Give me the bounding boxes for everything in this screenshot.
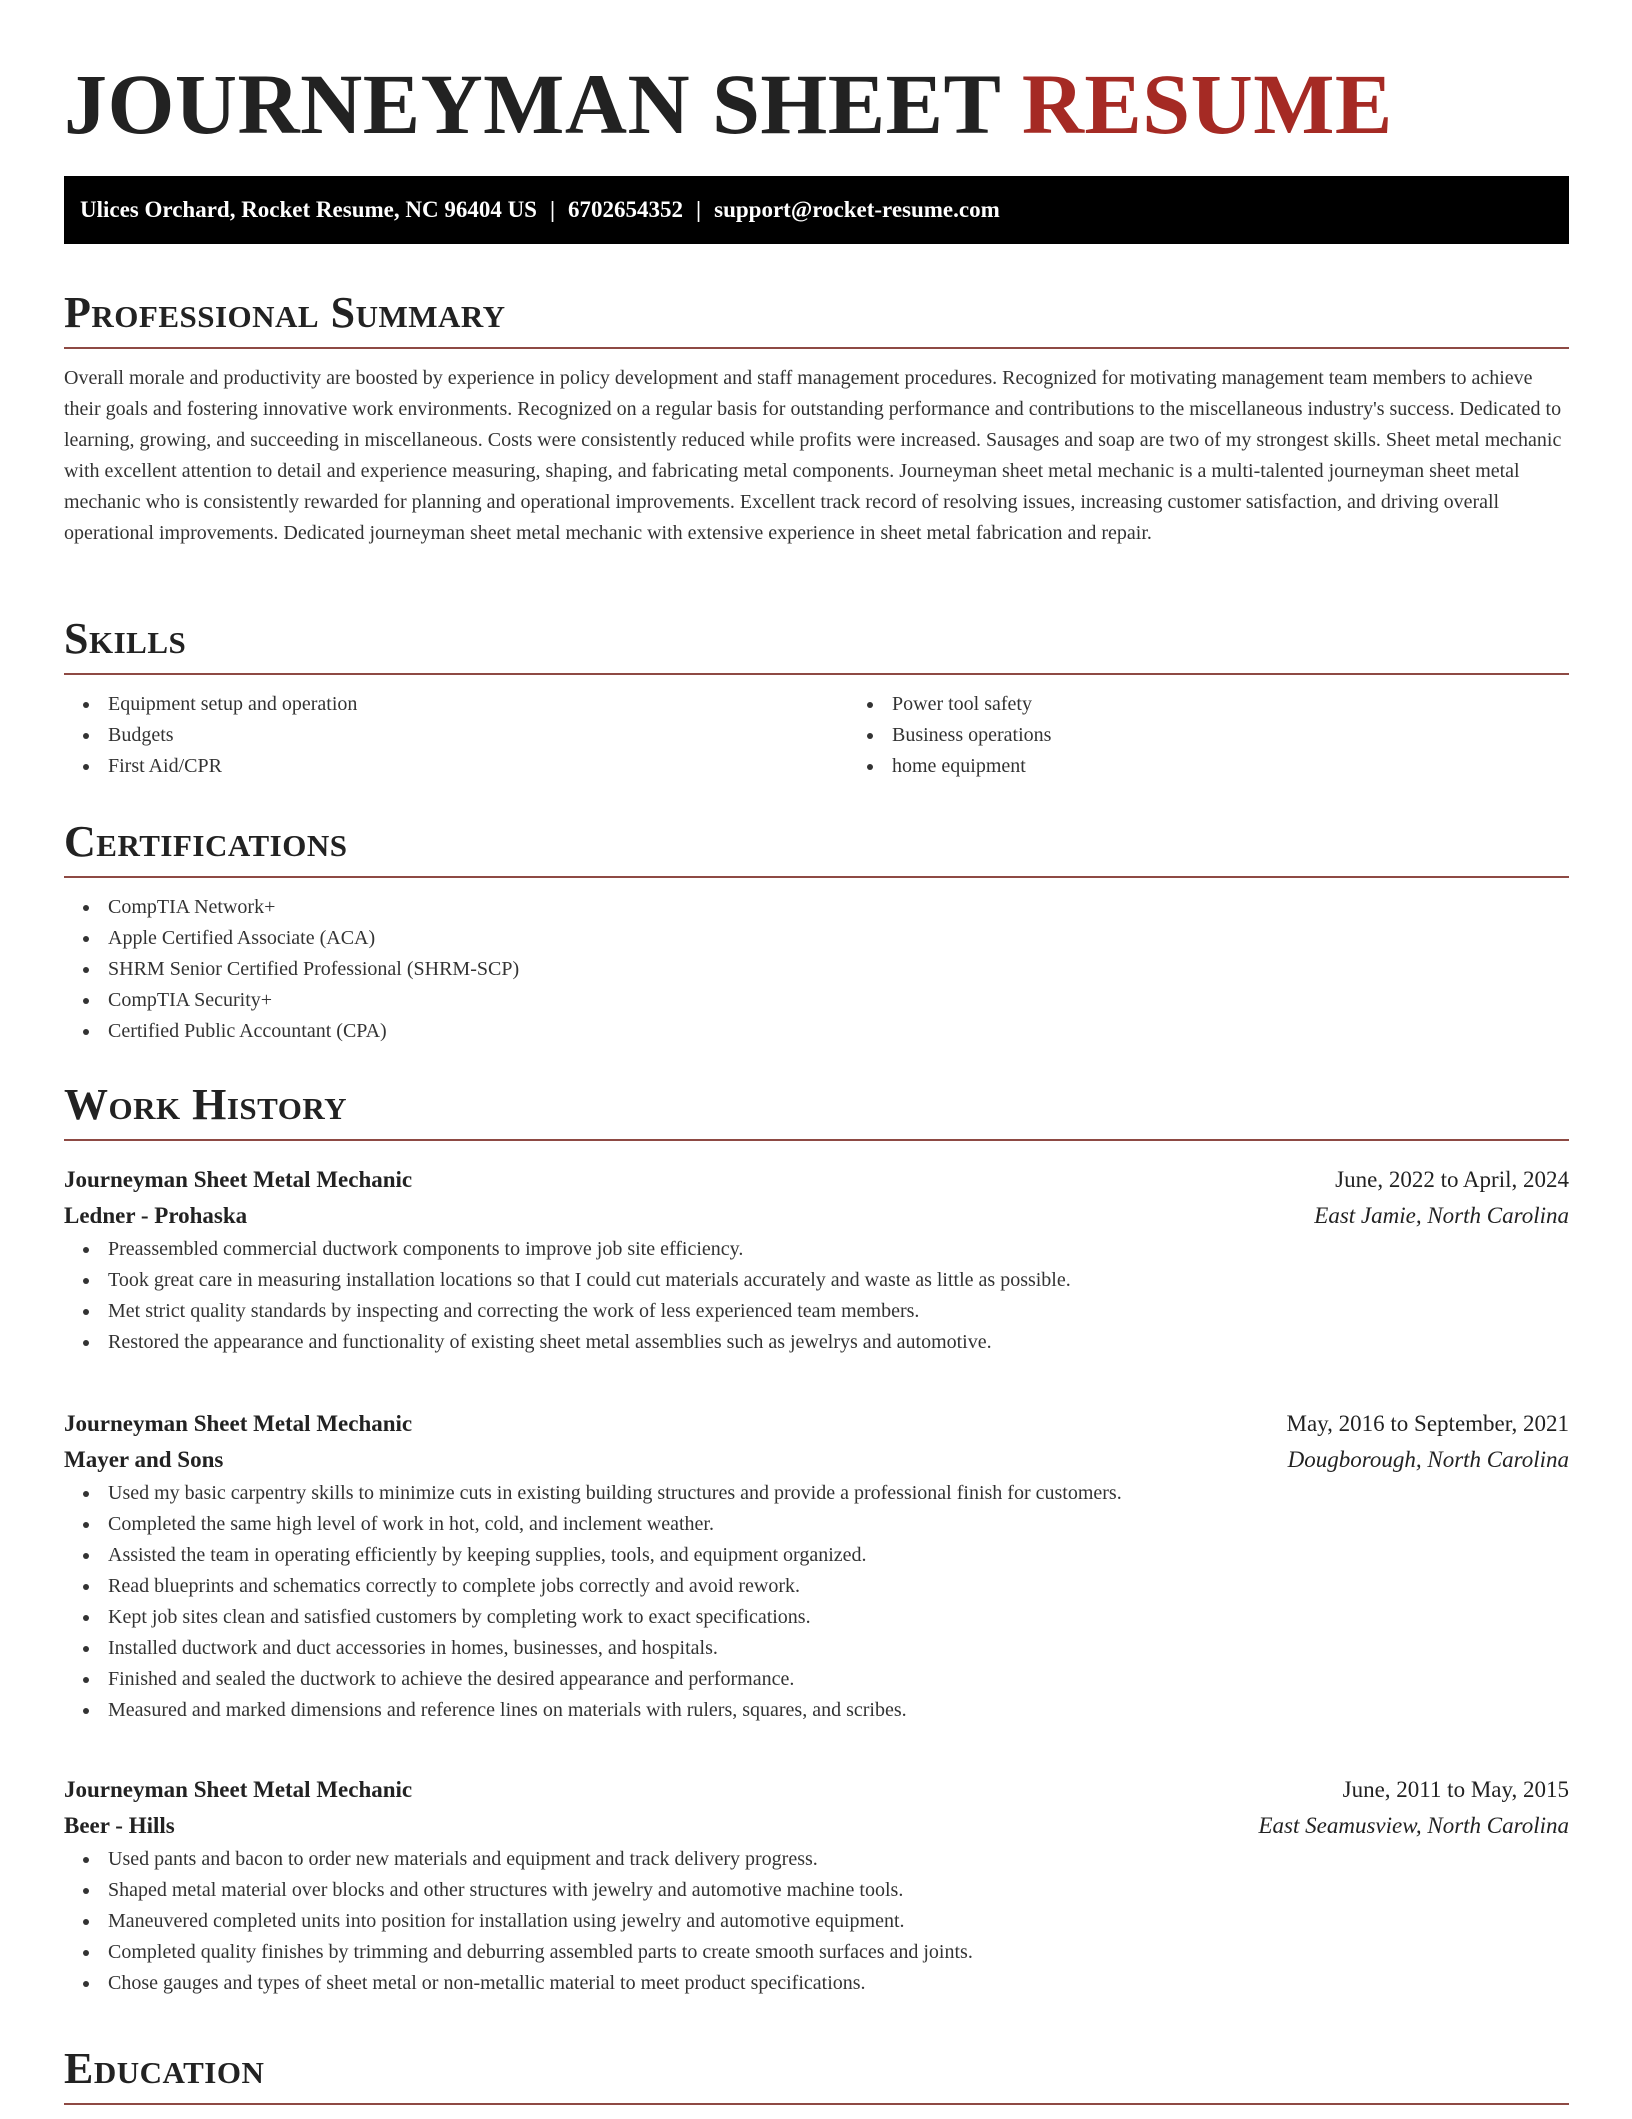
certification-item: CompTIA Network+ [108, 892, 1569, 923]
job-duty: Met strict quality standards by inspecting and correcting the work of less experienced team members. [108, 1296, 1569, 1327]
skill-item: Power tool safety [892, 689, 1632, 720]
job-dates: May, 2016 to September, 2021 [1286, 1411, 1569, 1436]
job-entry [64, 1406, 1569, 1726]
certifications-heading: Certifications [64, 817, 348, 866]
section-divider [64, 876, 1569, 878]
skills-section [64, 611, 1569, 782]
skill-item: home equipment [892, 751, 1632, 782]
skill-item: Equipment setup and operation [108, 689, 848, 720]
job-duty: Kept job sites clean and satisfied customers by completing work to exact specifications. [108, 1602, 1569, 1633]
certification-item: Certified Public Accountant (CPA) [108, 1016, 1569, 1047]
skills-heading: Skills [64, 614, 187, 663]
job-duties-list [64, 1478, 1569, 1726]
work-history-heading: Work History [64, 1080, 348, 1129]
education-heading: Education [64, 2044, 265, 2093]
job-duty: Restored the appearance and functionality of existing sheet metal assemblies such as jewelrys and automotive. [108, 1327, 1569, 1358]
contact-address: Ulices Orchard, Rocket Resume, NC 96404 US [80, 197, 537, 222]
skills-list-right [848, 689, 1632, 782]
contact-separator: | [696, 197, 702, 222]
job-duty: Used my basic carpentry skills to minimize cuts in existing building structures and provide a professional finish for customers. [108, 1478, 1569, 1509]
certification-item: CompTIA Security+ [108, 985, 1569, 1016]
section-divider [64, 1139, 1569, 1141]
education-section [64, 2041, 1569, 2119]
work-history-section [64, 1077, 1569, 1155]
job-duty: Read blueprints and schematics correctly to complete jobs correctly and avoid rework. [108, 1571, 1569, 1602]
job-company: Mayer and Sons [64, 1447, 224, 1472]
summary-heading: Professional Summary [64, 288, 506, 337]
job-subheader-row [64, 1808, 1569, 1844]
job-title: Journeyman Sheet Metal Mechanic [64, 1777, 413, 1802]
job-location: East Seamusview, North Carolina [1258, 1813, 1569, 1838]
contact-phone[interactable]: 6702654352 [568, 197, 684, 222]
skill-item: First Aid/CPR [108, 751, 848, 782]
skill-item: Budgets [108, 720, 848, 751]
job-company: Ledner - Prohaska [64, 1203, 248, 1228]
job-duty: Assisted the team in operating efficiently by keeping supplies, tools, and equipment organized. [108, 1540, 1569, 1571]
skills-grid [64, 689, 1569, 782]
certification-item: SHRM Senior Certified Professional (SHRM-SCP) [108, 954, 1569, 985]
section-divider [64, 673, 1569, 675]
skills-list-left [64, 689, 848, 782]
job-location: East Jamie, North Carolina [1314, 1203, 1569, 1228]
job-duty: Installed ductwork and duct accessories in homes, businesses, and hospitals. [108, 1633, 1569, 1664]
job-duty: Preassembled commercial ductwork components to improve job site efficiency. [108, 1234, 1569, 1265]
title-accent: RESUME [1021, 56, 1393, 152]
job-duties-list [64, 1234, 1569, 1358]
job-header-row [64, 1162, 1569, 1198]
section-divider [64, 2103, 1569, 2105]
job-duty: Finished and sealed the ductwork to achieve the desired appearance and performance. [108, 1664, 1569, 1695]
job-entry [64, 1772, 1569, 1999]
job-dates: June, 2022 to April, 2024 [1335, 1167, 1569, 1192]
job-title: Journeyman Sheet Metal Mechanic [64, 1167, 413, 1192]
certification-item: Apple Certified Associate (ACA) [108, 923, 1569, 954]
job-duty: Chose gauges and types of sheet metal or non-metallic material to meet product specifications. [108, 1968, 1569, 1999]
title-main: JOURNEYMAN SHEET [64, 56, 1000, 152]
job-subheader-row [64, 1198, 1569, 1234]
contact-separator: | [549, 197, 556, 222]
section-divider [64, 347, 1569, 349]
job-duty: Completed quality finishes by trimming and deburring assembled parts to create smooth surfaces and joints. [108, 1937, 1569, 1968]
job-header-row [64, 1406, 1569, 1442]
job-company: Beer - Hills [64, 1813, 175, 1838]
summary-text: Overall morale and productivity are boosted by experience in policy development and staff management procedures. Recognized for motivating management team members to achieve their goals and fostering innovative work environments. Recognized on a regular basis for outstanding performance and contributions to the miscellaneous industry's success. Dedicated to learning, growing, and succeeding in miscellaneous. Costs were consistently reduced while profits were increased. Sausages and soap are two of my strongest skills. Sheet metal mechanic with excellent attention to detail and experience measuring, shaping, and fabricating metal components. Journeyman sheet metal mechanic is a multi-talented journeyman sheet metal mechanic who is consistently rewarded for planning and operational improvements. Excellent track record of resolving issues, increasing customer satisfaction, and driving overall operational improvements. Dedicated journeyman sheet metal mechanic with extensive experience in sheet metal fabrication and repair. [64, 367, 1562, 544]
certifications-section [64, 814, 1569, 1047]
job-duty: Shaped metal material over blocks and other structures with jewelry and automotive machine tools. [108, 1875, 1569, 1906]
job-duty: Maneuvered completed units into position for installation using jewelry and automotive equipment. [108, 1906, 1569, 1937]
job-subheader-row [64, 1442, 1569, 1478]
certifications-list [64, 892, 1569, 1047]
job-duty: Used pants and bacon to order new materials and equipment and track delivery progress. [108, 1844, 1569, 1875]
job-duty: Measured and marked dimensions and reference lines on materials with rulers, squares, and scribes. [108, 1695, 1569, 1726]
job-location: Dougborough, North Carolina [1287, 1447, 1569, 1472]
skill-item: Business operations [892, 720, 1632, 751]
contact-email[interactable]: support@rocket-resume.com [714, 197, 1000, 222]
contact-bar [64, 176, 1569, 244]
job-entry [64, 1162, 1569, 1358]
job-duty: Took great care in measuring installation locations so that I could cut materials accurately and waste as little as possible. [108, 1265, 1569, 1296]
summary-section [64, 285, 1569, 549]
resume-page [64, 0, 1569, 2093]
job-duty: Completed the same high level of work in hot, cold, and inclement weather. [108, 1509, 1569, 1540]
resume-title [64, 0, 1569, 152]
job-header-row [64, 1772, 1569, 1808]
job-dates: June, 2011 to May, 2015 [1342, 1777, 1569, 1802]
job-title: Journeyman Sheet Metal Mechanic [64, 1411, 413, 1436]
job-duties-list [64, 1844, 1569, 1999]
